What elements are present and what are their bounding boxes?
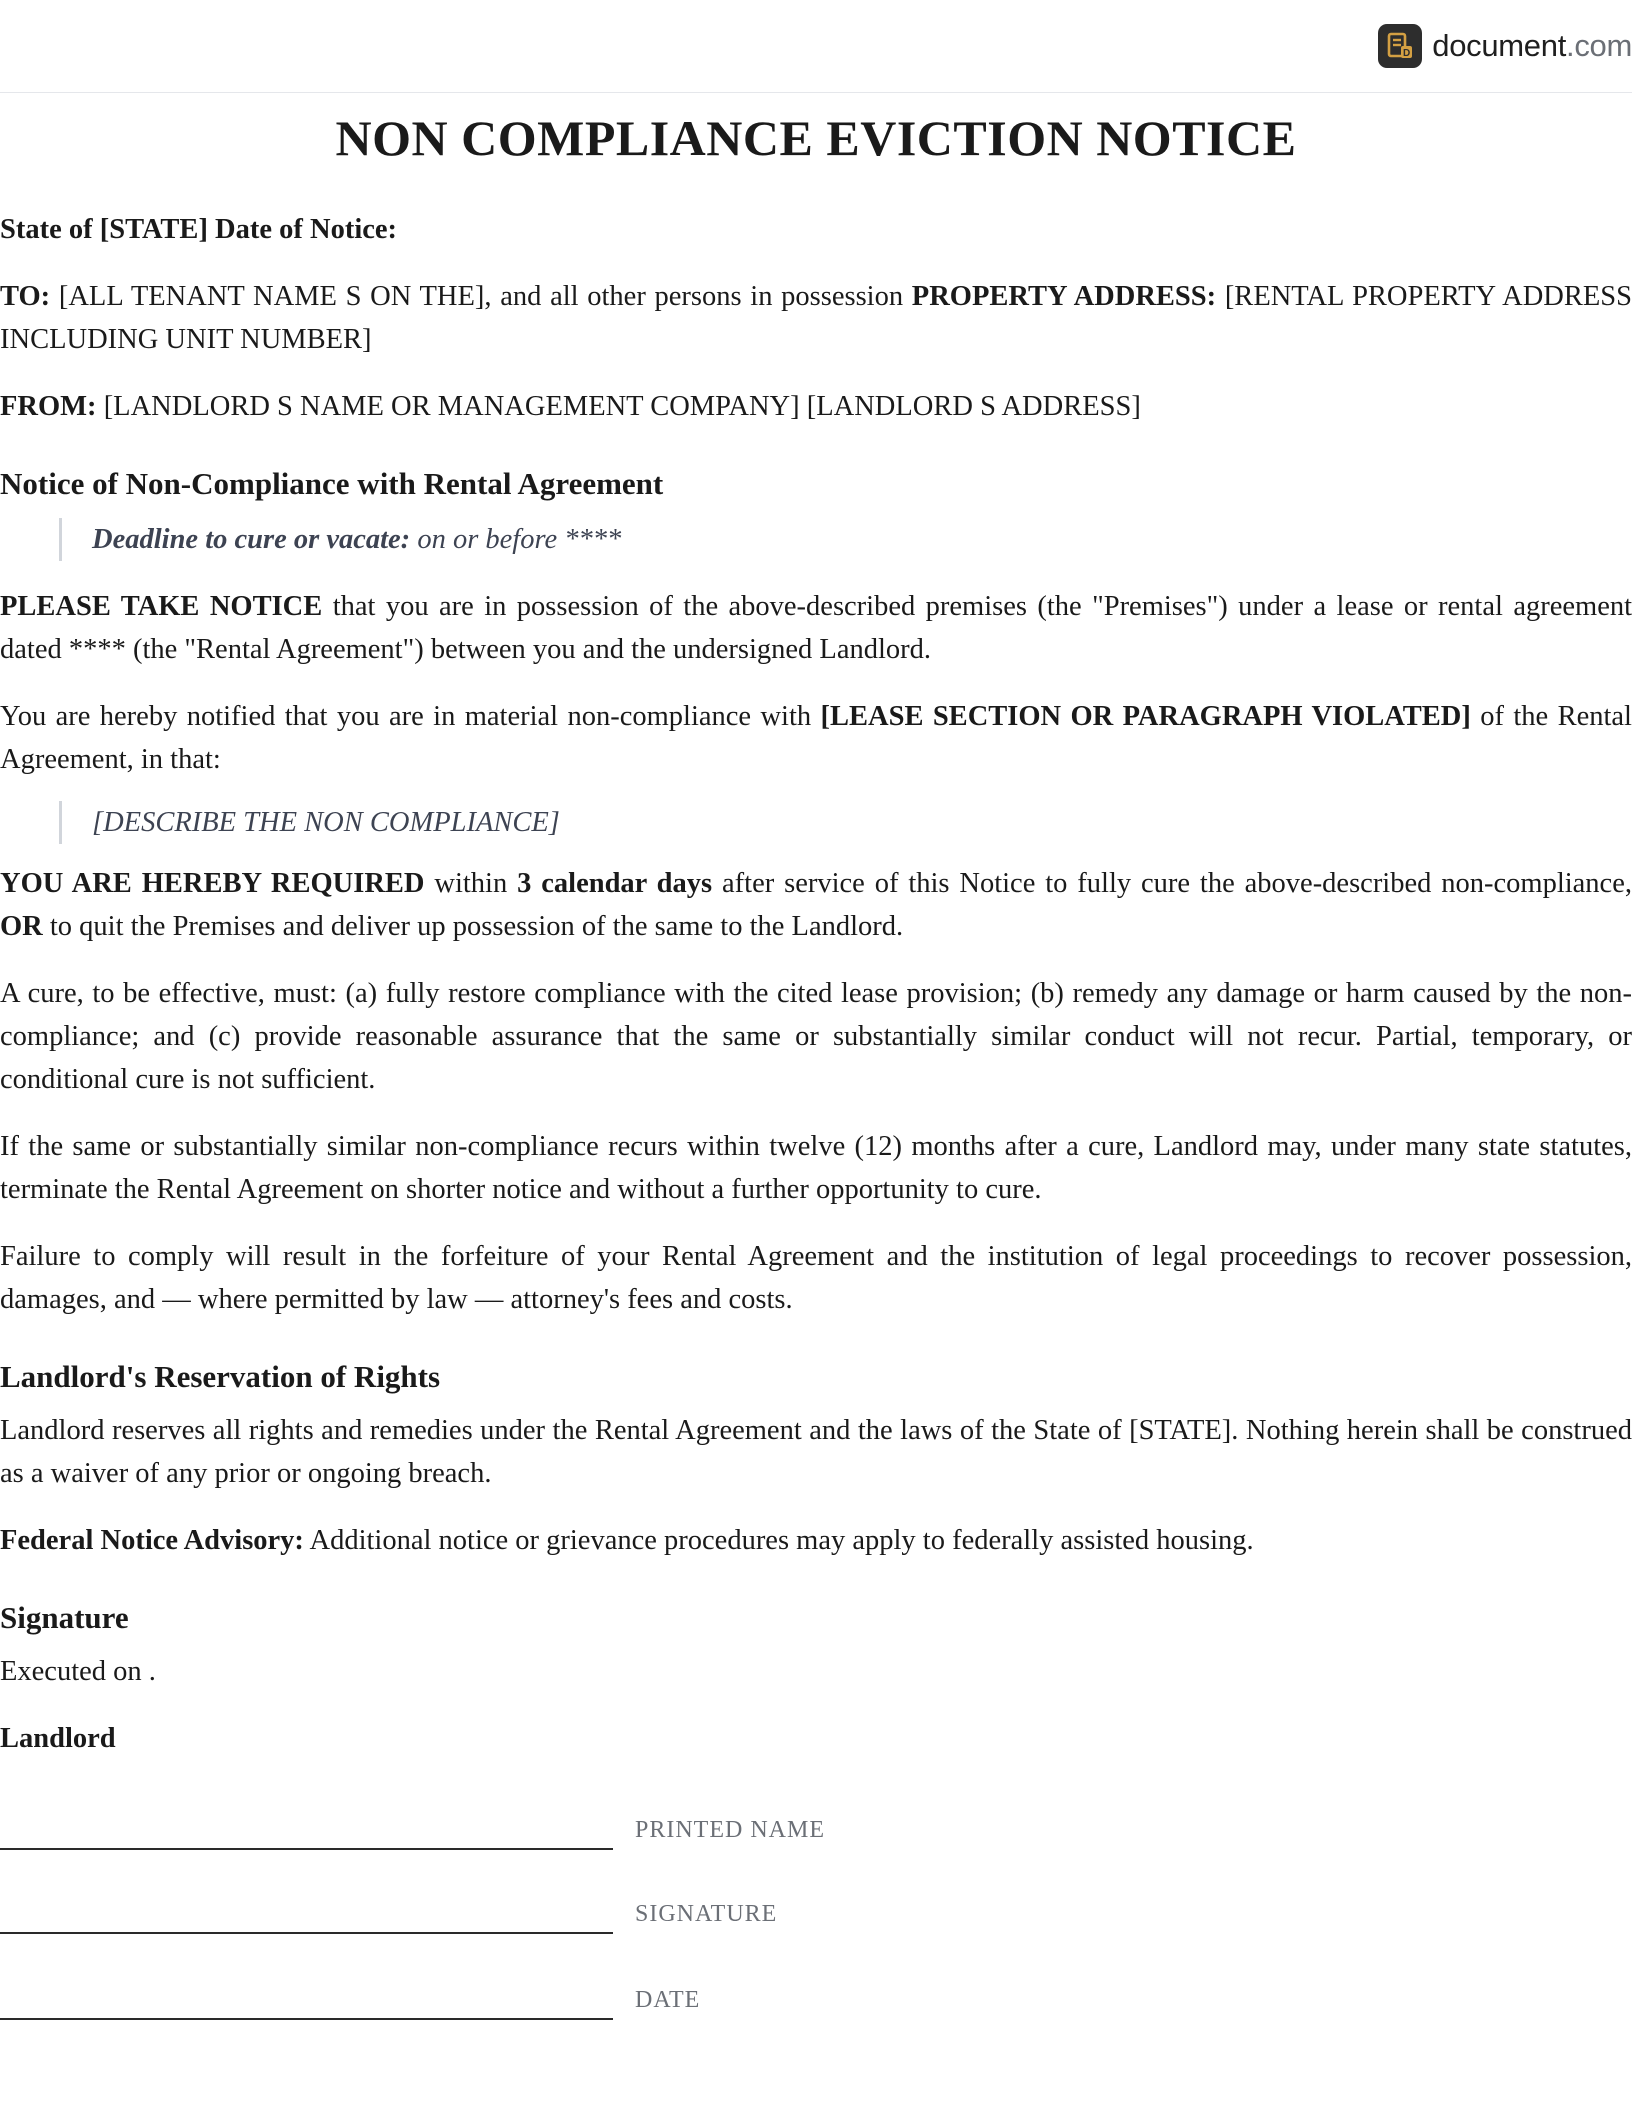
required-bold-b: 3 calendar days (517, 867, 713, 899)
required-bold-a: YOU ARE HEREBY REQUIRED (0, 867, 425, 899)
document-logo-icon (1378, 24, 1422, 68)
deadline-label: Deadline to cure or vacate: (92, 523, 411, 555)
deadline-text: on or before **** (410, 523, 622, 555)
required-text-c: to quit the Premises and deliver up possession of the same to the Landlord. (42, 910, 904, 942)
cure-paragraph: A cure, to be effective, must: (a) fully restore compliance with the cited lease provision; (b) remedy any damage or harm caused by the non-compliance; and (c) provide reasonable assurance that the same or substantially similar conduct will not recur. Partial, temporary, or conditional cure is not sufficient. (0, 977, 1632, 1095)
top-bar (0, 0, 1632, 93)
state-date-text: State of [STATE] Date of Notice: (0, 213, 398, 245)
property-label: PROPERTY ADDRESS: (911, 280, 1217, 312)
violation-text-a: You are hereby notified that you are in material non-compliance with (0, 700, 821, 732)
section-heading-non-compliance: Notice of Non-Compliance with Rental Agreement (0, 465, 664, 501)
required-paragraph (0, 862, 1632, 948)
printed-name-label: PRINTED NAME (635, 1816, 825, 1843)
printed-name-row (0, 1782, 1632, 1850)
deadline-callout (59, 518, 1632, 561)
to-text: [ALL TENANT NAME S ON THE], and all other persons in possession (50, 280, 912, 312)
advisory-label: Federal Notice Advisory: (0, 1524, 304, 1556)
brand-name: document (1432, 28, 1567, 63)
from-text: [LANDLORD S NAME OR MANAGEMENT COMPANY] [LANDLORD S ADDRESS] (96, 390, 1141, 422)
to-paragraph (0, 275, 1632, 361)
section-heading-reservation: Landlord's Reservation of Rights (0, 1358, 441, 1394)
state-date-line (0, 208, 1632, 251)
brand-tld: .com (1566, 28, 1632, 63)
document-title: NON COMPLIANCE EVICTION NOTICE (335, 110, 1297, 166)
executed-line: Executed on . (0, 1655, 156, 1687)
required-text-b: after service of this Notice to fully cure the above-described non-compliance, (712, 867, 1632, 899)
from-label: FROM: (0, 390, 97, 422)
violation-bold: [LEASE SECTION OR PARAGRAPH VIOLATED] (820, 700, 1471, 732)
date-line[interactable] (0, 2017, 613, 2020)
date-label: DATE (635, 1986, 701, 2013)
notice-text: that you are in possession of the above-described premises (the "Premises") under a lease or rental agreement dated **** (the "Rental Agreement") between you and the undersigned Landlord. (0, 590, 1632, 665)
signature-label: SIGNATURE (635, 1900, 778, 1927)
violation-text-b: of the Rental Agreement, in that: (0, 700, 1632, 775)
required-text-a: within (424, 867, 518, 899)
advisory-text: Additional notice or grievance procedures may apply to federally assisted housing. (303, 1524, 1254, 1556)
brand-logo-link[interactable] (1378, 24, 1632, 68)
notice-paragraph (0, 585, 1632, 671)
describe-callout: [DESCRIBE THE NON COMPLIANCE] (59, 801, 1632, 844)
property-text: [RENTAL PROPERTY ADDRESS INCLUDING UNIT NUMBER] (0, 280, 1632, 355)
advisory-paragraph (0, 1519, 1632, 1562)
section-heading-signature: Signature (0, 1599, 129, 1635)
from-paragraph (0, 385, 1632, 428)
signature-block (0, 1782, 1632, 2020)
to-label: TO: (0, 280, 51, 312)
recurrence-paragraph: If the same or substantially similar non-compliance recurs within twelve (12) months after a cure, Landlord may, under many state statutes, terminate the Rental Agreement on shorter notice and without a further opportunity to cure. (0, 1130, 1632, 1205)
required-bold-c: OR (0, 910, 43, 942)
violation-paragraph (0, 695, 1632, 781)
failure-paragraph: Failure to comply will result in the forfeiture of your Rental Agreement and the institution of legal proceedings to recover possession, damages, and — where permitted by law — attorney's fees and costs. (0, 1240, 1632, 1315)
date-row (0, 1934, 1632, 2020)
notice-bold: PLEASE TAKE NOTICE (0, 590, 323, 622)
party-label: Landlord (0, 1722, 116, 1754)
document-body (0, 92, 1632, 2020)
reservation-paragraph: Landlord reserves all rights and remedies under the Rental Agreement and the laws of the State of [STATE]. Nothing herein shall be construed as a waiver of any prior or ongoing breach. (0, 1414, 1632, 1489)
svg-text:D: D (1403, 48, 1411, 59)
signature-row (0, 1850, 1632, 1934)
party-line (0, 1717, 1632, 1760)
